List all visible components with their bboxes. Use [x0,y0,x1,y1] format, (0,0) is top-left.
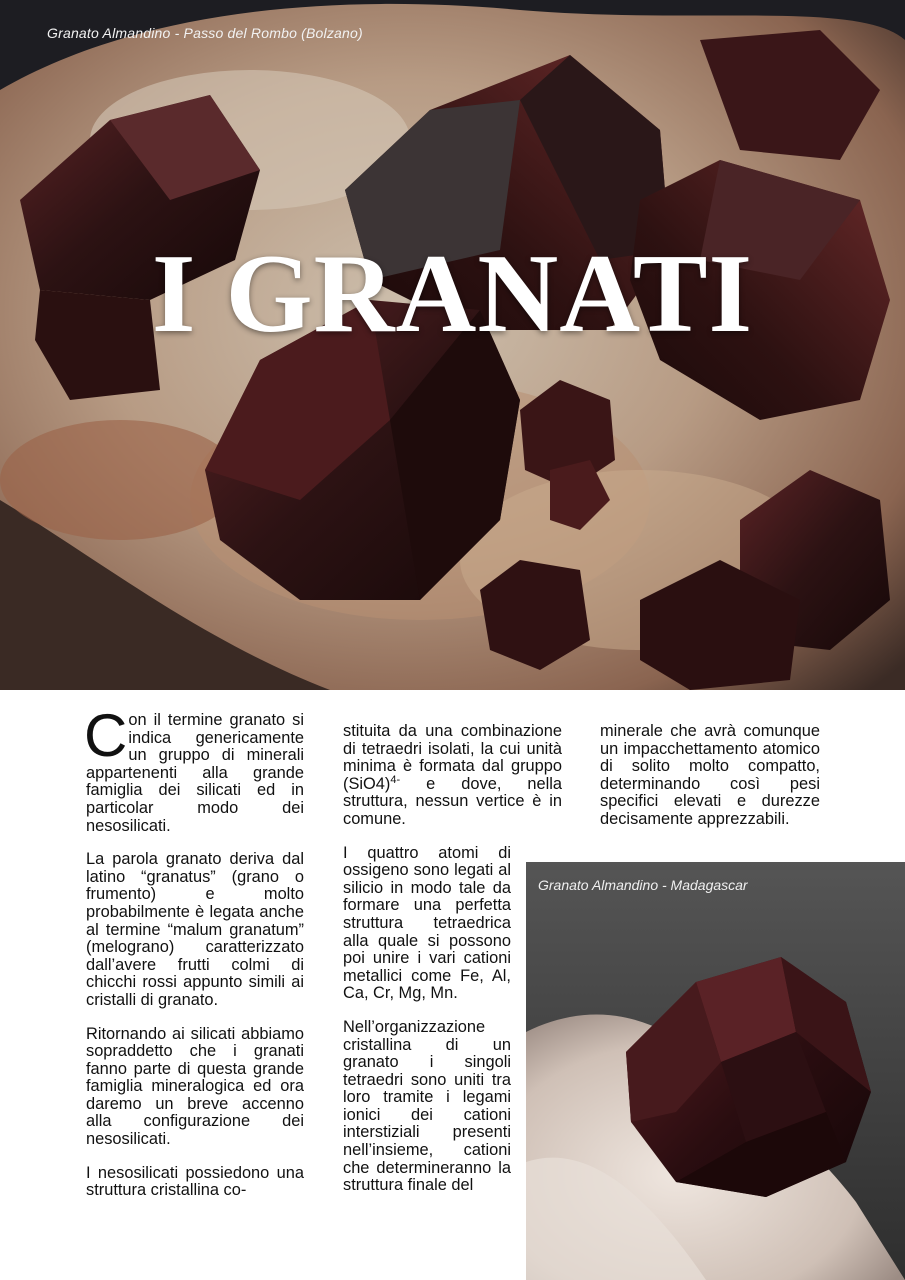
drop-cap: C [84,702,128,769]
paren-text: ) [384,774,391,793]
superscript-text: 4- [390,773,401,786]
hero-caption: Granato Almandino - Passo del Rombo (Bolzano) [47,25,363,41]
paragraph: I nesosilicati possiedono una struttura cristallina co- [86,1163,304,1200]
paragraph: La parola granato deriva dal latino “granatus” (grano o frumento) e molto probabilmente è legata anche al termine “malum granatum” (melograno) caratterizzato dall’avere frutti colmi di chicchi rossi appunto simili ai cristalli di granato. [86,850,304,1009]
paragraph: Ritornando ai silicati abbiamo sopraddetto che i granati fanno parte di questa grande famiglia mineralogica ed ora daremo un breve accenno alla configurazione dei nesosilicati. [86,1024,304,1149]
text-column-1 [84,702,304,1216]
paragraph: Nell’organizzazione cristallina di un granato i singoli tetraedri sono uniti tra loro tramite i legami ionici dei cationi interstiziali presenti nell’insieme, cationi che determineranno la struttura finale del [343,1017,511,1195]
text-column-3 [600,723,820,845]
paragraph-text: e dove, nella struttura, nessun vertice è in comune. [343,774,562,828]
paragraph [84,702,304,835]
garnet-crystal-image [526,862,905,1280]
paragraph: minerale che avrà comunque un impacchettamento atomico di solito molto compatto, determinando così pesi specifici elevati e durezze decisamente apprezzabili. [600,722,820,828]
subscript-text: 4 [375,774,385,793]
paragraph-text: on il termine granato si indica genericamente un gruppo di minerali appartenenti alla grande famiglia dei silicati ed in particolar modo dei nesosilicati. [86,711,304,835]
page-title: I GRANATI [151,232,754,356]
paragraph: I quattro atomi di ossigeno sono legati al silicio in modo tale da formare una perfetta struttura tetraedrica alla quale si possono poi unire i vari cationi metallici come Fe, Al, Ca, Cr, Mg, Mn. [343,843,511,1003]
paragraph-text: stituita da una combinazione di tetraedri isolati, la cui unità minima è formata dal gruppo (SiO [343,722,562,793]
photo-caption: Granato Almandino - Madagascar [538,877,748,893]
paragraph [343,723,562,829]
second-photo [526,862,905,1280]
